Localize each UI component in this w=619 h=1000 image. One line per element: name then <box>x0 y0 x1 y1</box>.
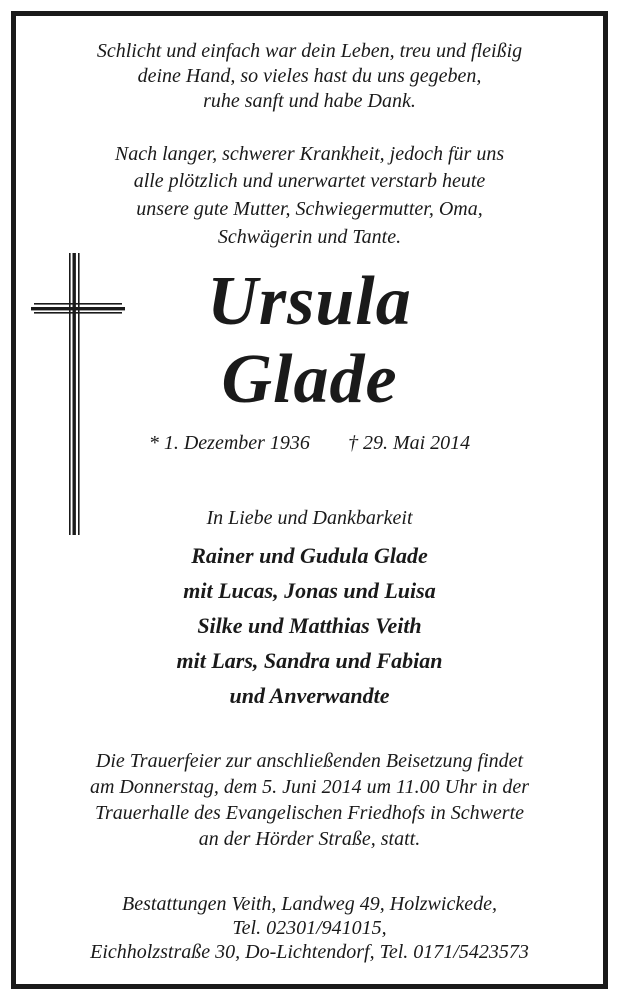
undertaker-line: Tel. 02301/941015, <box>232 917 387 939</box>
family-line: mit Lars, Sandra und Fabian <box>176 648 443 673</box>
family-line: und Anverwandte <box>229 683 390 708</box>
life-dates <box>0 432 619 455</box>
dedication: In Liebe und Dankbarkeit <box>206 507 413 529</box>
family-line: Silke und Matthias Veith <box>197 613 422 638</box>
ceremony-line: an der Hörder Straße, statt. <box>198 828 421 850</box>
family-line: mit Lucas, Jonas und Luisa <box>183 578 436 603</box>
announcement-line: Schwägerin und Tante. <box>217 226 402 248</box>
deceased-last-name: Glade <box>221 341 398 418</box>
undertaker-line: Bestattungen Veith, Landweg 49, Holzwickede, <box>122 893 497 915</box>
birth-date: * 1. Dezember 1936 <box>148 432 310 454</box>
undertaker-line: Eichholzstraße 30, Do-Lichtendorf, Tel. 0171/5423573 <box>90 941 529 963</box>
announcement-line: unsere gute Mutter, Schwiegermutter, Oma, <box>136 198 483 220</box>
ceremony-line: am Donnerstag, dem 5. Juni 2014 um 11.00 Uhr in der <box>89 776 530 798</box>
poem-line: Schlicht und einfach war dein Leben, treu und fleißig <box>96 40 523 62</box>
deceased-first-name: Ursula <box>207 263 412 340</box>
poem-line: ruhe sanft und habe Dank. <box>203 90 416 112</box>
announcement-line: alle plötzlich und unerwartet verstarb heute <box>133 170 486 192</box>
poem-line: deine Hand, so vieles hast du uns gegeben, <box>137 65 482 87</box>
family-line: Rainer und Gudula Glade <box>191 543 428 568</box>
ceremony-line: Trauerhalle des Evangelischen Friedhofs in Schwerte <box>94 802 524 824</box>
announcement-line: Nach langer, schwerer Krankheit, jedoch für uns <box>114 143 505 165</box>
ceremony-line: Die Trauerfeier zur anschließenden Beisetzung findet <box>95 750 524 772</box>
death-date: † 29. Mai 2014 <box>347 432 471 454</box>
